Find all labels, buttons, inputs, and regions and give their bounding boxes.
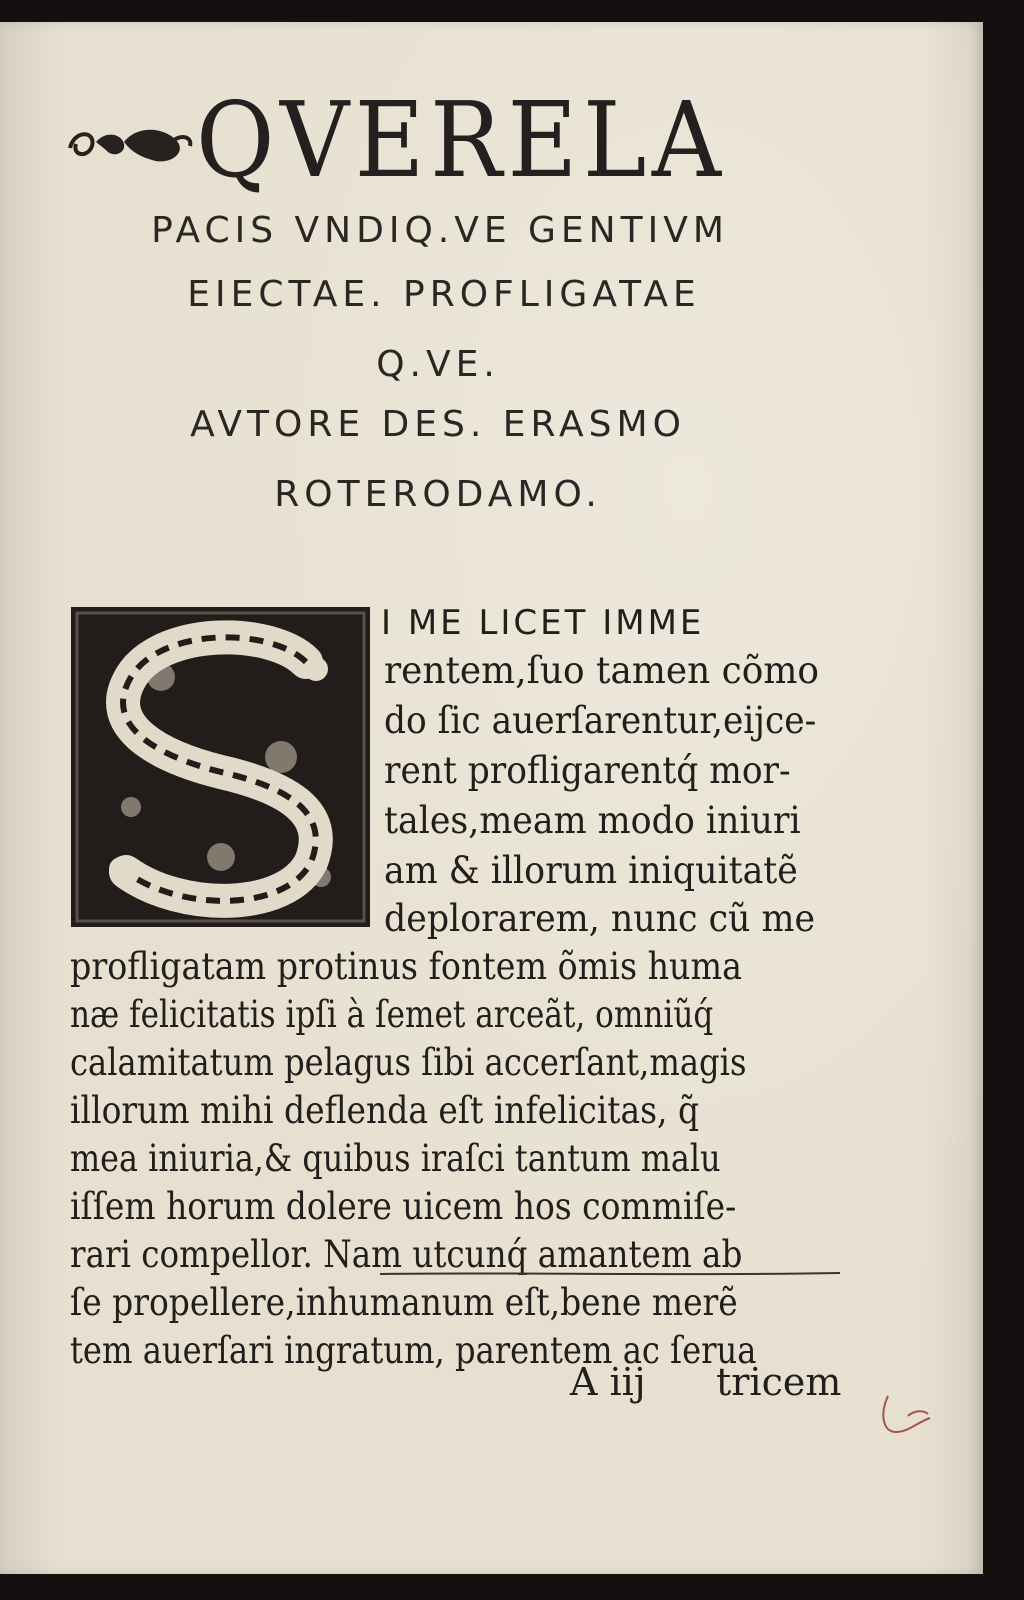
subtitle-line-3: Q.VE.	[376, 344, 500, 385]
text-line: deplorarem, nunc cũ me	[384, 897, 816, 940]
text-line: tem auerſari ingratum, parentem ac ſerua	[70, 1329, 757, 1372]
text-line: illorum mihi deflenda eſt infelicitas, q̃	[70, 1089, 700, 1132]
text-line: calamitatum pelagus ſibi accerſant,magis	[70, 1041, 747, 1084]
text-line: iſſem horum dolere uicem hos commiſe-	[70, 1185, 737, 1228]
text-line: rentem,ſuo tamen cõmo	[384, 649, 819, 692]
text-line: næ felicitatis ipſi à ſemet arceãt, omniũq́	[70, 993, 714, 1036]
fleuron-ornament-icon	[66, 112, 196, 172]
author-line: AVTORE DES. ERASMO	[190, 404, 686, 445]
book-title: QVERELA	[196, 79, 727, 201]
text-line: ſe propellere,inhumanum eſt,bene merẽ	[70, 1281, 738, 1324]
title-block	[66, 80, 836, 200]
text-line: mea iniuria,& quibus iraſci tantum malu	[70, 1137, 721, 1180]
text-line: rent profligarentq́ mor-	[384, 749, 791, 792]
signature-mark: A iij	[570, 1360, 646, 1404]
subtitle-line-1: PACIS VNDIQ.VE GENTIVM	[151, 210, 729, 251]
subtitle-line-2: EIECTAE. PROFLIGATAE	[187, 274, 701, 315]
text-line: rari compellor. Nam utcunq́ amantem ab	[70, 1233, 743, 1276]
author-place-line: ROTERODAMO.	[274, 474, 602, 515]
text-line: profligatam protinus fontem õmis huma	[70, 945, 742, 988]
text-line: am & illorum iniquitatẽ	[384, 849, 798, 892]
margin-annotation-icon	[878, 1392, 938, 1442]
catchword: tricem	[716, 1360, 842, 1404]
handwritten-underline-icon	[380, 1270, 840, 1278]
decorated-initial-s-icon	[71, 607, 370, 927]
text-line: I ME LICET IMME	[381, 603, 705, 643]
book-page	[0, 22, 983, 1574]
text-line: do ſic auerſarentur,eijce-	[384, 699, 817, 742]
text-line: tales,meam modo iniuri	[384, 799, 801, 842]
